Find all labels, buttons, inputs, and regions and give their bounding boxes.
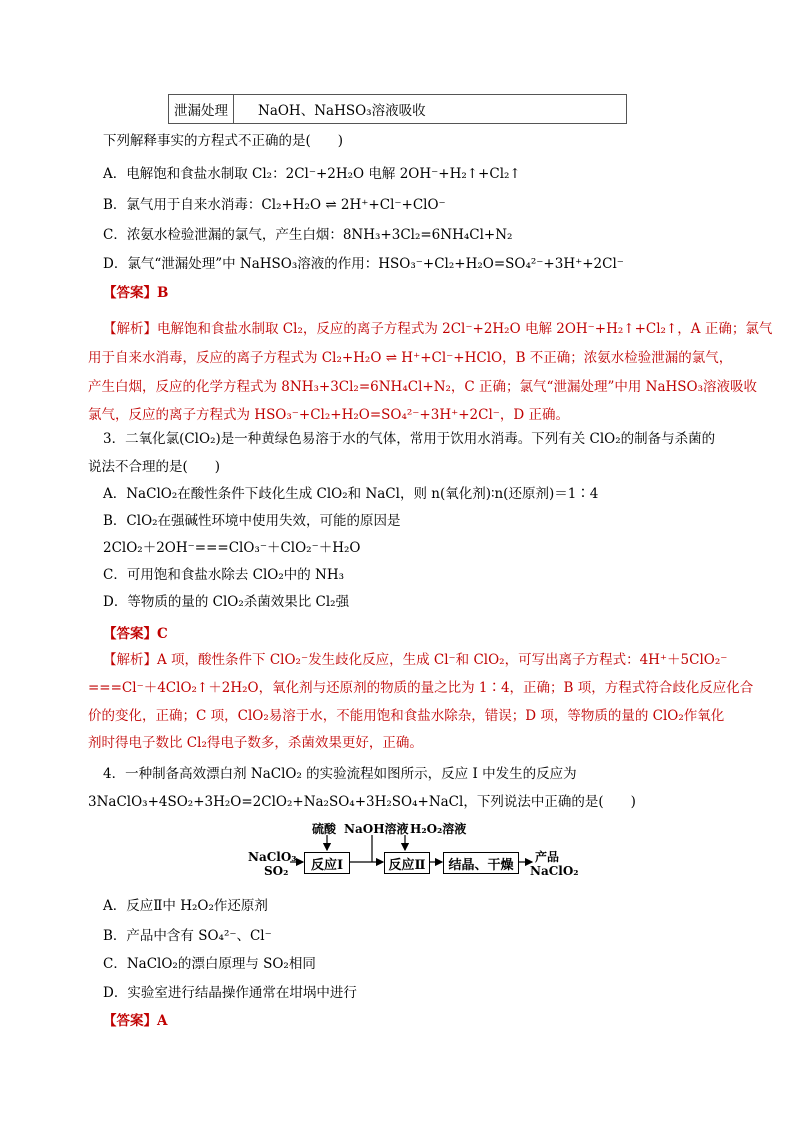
q4-option-c: C．NaClO₂的漂白原理与 SO₂相同 <box>103 956 316 972</box>
q2-stem: 下列解释事实的方程式不正确的是( ) <box>103 133 344 149</box>
flow-label-naoh: NaOH溶液 <box>344 822 409 836</box>
table-content: NaOH、NaHSO₃溶液吸收 <box>258 103 426 119</box>
flow-box-reaction-2: 反应Ⅱ <box>384 852 430 874</box>
flow-output-label: 产品 <box>535 850 560 864</box>
q3-stem: 3．二氧化氯(ClO₂)是一种黄绿色易溶于水的气体，常用于饮用水消毒。下列有关 ClO₂的制备与杀菌的 <box>103 431 716 447</box>
flow-box-crystallize: 结晶、干燥 <box>443 852 519 874</box>
flow-label-h2o2: H₂O₂溶液 <box>410 822 467 836</box>
q3-option-d: D．等物质的量的 ClO₂杀菌效果比 Cl₂强 <box>103 594 350 610</box>
q4-option-a: A．反应Ⅱ中 H₂O₂作还原剂 <box>103 898 268 914</box>
q4-answer: 【答案】A <box>103 1013 168 1029</box>
flow-box-reaction-1: 反应Ⅰ <box>304 852 350 874</box>
q3-stem-cont: 说法不合理的是( ) <box>88 459 221 475</box>
flow-input-naclo3: NaClO₃ <box>248 850 297 864</box>
q2-option-a: A．电解饱和食盐水制取 Cl₂：2Cl⁻+2H₂O 电解 2OH⁻+H₂↑+Cl₂↑ <box>103 166 521 182</box>
q4-stem: 4．一种制备高效漂白剂 NaClO₂ 的实验流程如图所示，反应 Ⅰ 中发生的反应为 <box>103 766 577 782</box>
q3-analysis-line: 【解析】A 项，酸性条件下 ClO₂⁻发生歧化反应，生成 Cl⁻和 ClO₂，可写出离子方程式：4H⁺＋5ClO₂⁻ <box>103 652 728 668</box>
q3-option-c: C．可用饱和食盐水除去 ClO₂中的 NH₃ <box>103 567 345 583</box>
q2-analysis-line: 用于自来水消毒，反应的离子方程式为 Cl₂+H₂O ⇌ H⁺+Cl⁻+HClO，B 不正确；浓氨水检验泄漏的氯气， <box>88 350 733 366</box>
q3-option-b-equation: 2ClO₂＋2OH⁻===ClO₃⁻＋ClO₂⁻＋H₂O <box>103 540 361 556</box>
flow-input-so2: SO₂ <box>264 864 289 878</box>
table-label: 泄漏处理 <box>169 95 234 123</box>
q2-analysis-line: 产生白烟，反应的化学方程式为 8NH₃+3Cl₂=6NH₄Cl+N₂，C 正确；氯气“泄漏处理”中用 NaHSO₃溶液吸收 <box>88 379 757 395</box>
q2-option-d: D．氯气“泄漏处理”中 NaHSO₃溶液的作用：HSO₃⁻+Cl₂+H₂O=SO₄²⁻+3H⁺+2Cl⁻ <box>103 256 624 272</box>
q2-option-b: B．氯气用于自来水消毒：Cl₂+H₂O ⇌ 2H⁺+Cl⁻+ClO⁻ <box>103 197 446 213</box>
q3-option-b: B．ClO₂在强碱性环境中使用失效，可能的原因是 <box>103 513 401 529</box>
q4-option-d: D．实验室进行结晶操作通常在坩埚中进行 <box>103 985 357 1001</box>
q3-option-a: A．NaClO₂在酸性条件下歧化生成 ClO₂和 NaCl，则 n(氧化剂)∶n(还原剂)＝1∶4 <box>103 486 599 502</box>
process-flow-diagram <box>230 820 590 884</box>
q2-analysis-line: 氯气，反应的离子方程式为 HSO₃⁻+Cl₂+H₂O=SO₄²⁻+3H⁺+2Cl⁻，D 正确。 <box>88 407 570 423</box>
info-table-row <box>168 94 627 124</box>
q3-answer: 【答案】C <box>103 626 168 642</box>
q4-option-b: B．产品中含有 SO₄²⁻、Cl⁻ <box>103 928 272 944</box>
q2-analysis-line: 【解析】电解饱和食盐水制取 Cl₂，反应的离子方程式为 2Cl⁻+2H₂O 电解 2OH⁻+H₂↑+Cl₂↑，A 正确；氯气 <box>103 321 773 337</box>
q2-option-c: C．浓氨水检验泄漏的氯气，产生白烟：8NH₃+3Cl₂=6NH₄Cl+N₂ <box>103 227 513 243</box>
flow-output-naclo2: NaClO₂ <box>530 864 579 878</box>
q3-analysis-line: ===Cl⁻＋4ClO₂↑＋2H₂O，氧化剂与还原剂的物质的量之比为 1∶4，正确；B 项，方程式符合歧化反应化合 <box>88 680 754 696</box>
q4-stem-cont: 3NaClO₃+4SO₂+3H₂O=2ClO₂+Na₂SO₄+3H₂SO₄+NaCl，下列说法中正确的是( ) <box>88 794 636 810</box>
flow-label-sulfuric-acid: 硫酸 <box>312 822 337 836</box>
q3-analysis-line: 价的变化，正确；C 项，ClO₂易溶于水，不能用饱和食盐水除杂，错误；D 项，等物质的量的 ClO₂作氧化 <box>88 708 725 724</box>
q3-analysis-line: 剂时得电子数比 Cl₂得电子数多，杀菌效果更好，正确。 <box>88 735 423 751</box>
q2-answer: 【答案】B <box>103 285 169 301</box>
